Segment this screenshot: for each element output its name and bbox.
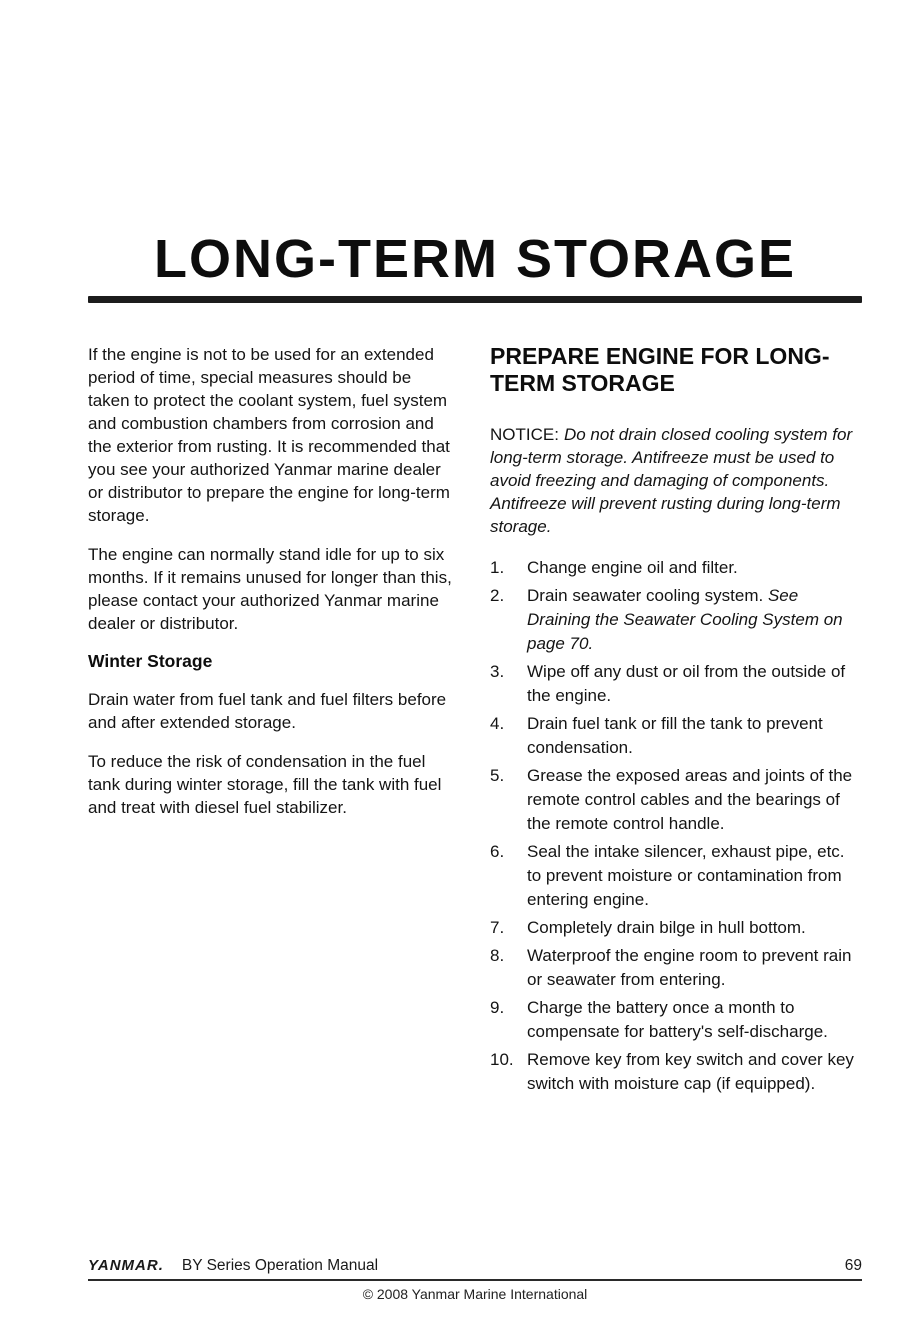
list-item [490, 1048, 862, 1096]
list-item [490, 764, 862, 836]
condensation-paragraph: To reduce the risk of condensation in the fuel tank during winter storage, fill the tank with fuel and treat with diesel fuel stabilizer. [88, 752, 442, 817]
list-item-text: Waterproof the engine room to prevent rain or seawater from entering. [527, 946, 852, 989]
list-item-number: 7. [490, 918, 505, 937]
list-item-number: 4. [490, 714, 505, 733]
copyright-line: © 2008 Yanmar Marine International [362, 1286, 588, 1302]
page-footer [88, 1257, 862, 1302]
list-item [490, 916, 862, 940]
list-item-number: 9. [490, 998, 505, 1017]
page-title: LONG-TERM STORAGE [153, 229, 796, 289]
manual-title: BY Series Operation Manual [181, 1257, 379, 1274]
notice-paragraph [490, 423, 862, 538]
notice-text: Do not drain closed cooling system for long-term storage. Antifreeze must be used to avoid freezing and damaging of components. Antifreeze will prevent rusting during long-term storage. [490, 425, 853, 536]
drain-paragraph: Drain water from fuel tank and fuel filters before and after extended storage. [88, 690, 447, 732]
list-item-text: Charge the battery once a month to compensate for battery's self-discharge. [527, 998, 828, 1041]
prepare-engine-heading: PREPARE ENGINE FOR LONG-TERM STORAGE [490, 343, 830, 396]
list-item [490, 584, 862, 656]
list-item-number: 3. [490, 662, 505, 681]
page-number: 69 [844, 1257, 862, 1274]
list-item-number: 8. [490, 946, 505, 965]
storage-steps-list [490, 556, 862, 1096]
list-item-text: Remove key from key switch and cover key switch with moisture cap (if equipped). [527, 1050, 854, 1093]
notice-label: NOTICE: [490, 425, 559, 444]
list-item [490, 840, 862, 912]
intro-paragraph: If the engine is not to be used for an extended period of time, special measures should be taken to protect the coolant system, fuel system and combustion chambers from corrosion and the exterior from rusting. It is recommended that you see your authorized Yanmar marine dealer or distributor to prepare the engine for long-term storage. [88, 345, 450, 525]
list-item-number: 6. [490, 842, 505, 861]
list-item [490, 712, 862, 760]
title-rule [88, 296, 862, 303]
list-item-text: Seal the intake silencer, exhaust pipe, etc. to prevent moisture or contamination from entering engine. [527, 842, 845, 909]
left-column [88, 343, 456, 1100]
list-item-text: Wipe off any dust or oil from the outside of the engine. [527, 662, 846, 705]
list-item [490, 556, 862, 580]
footer-row [88, 1257, 862, 1281]
list-item-number: 10. [490, 1050, 514, 1069]
list-item-text: Completely drain bilge in hull bottom. [527, 918, 806, 937]
list-item [490, 660, 862, 708]
page-content [88, 0, 862, 1100]
list-item-text: Drain seawater cooling system. See Draining the Seawater Cooling System on page 70. [527, 586, 843, 653]
list-item [490, 944, 862, 992]
list-item-text: Change engine oil and filter. [527, 558, 738, 577]
yanmar-logo: YANMAR. [88, 1257, 164, 1274]
list-item-text: Grease the exposed areas and joints of the remote control cables and the bearings of the remote control handle. [527, 766, 853, 833]
list-item-number: 1. [490, 558, 505, 577]
right-column [490, 343, 862, 1100]
list-item-text: Drain fuel tank or fill the tank to prevent condensation. [527, 714, 823, 757]
two-column-layout [88, 343, 862, 1100]
list-item-number: 5. [490, 766, 505, 785]
winter-storage-heading: Winter Storage [88, 651, 213, 671]
list-item [490, 996, 862, 1044]
list-item-number: 2. [490, 586, 505, 605]
idle-paragraph: The engine can normally stand idle for up to six months. If it remains unused for longer than this, please contact your authorized Yanmar marine dealer or distributor. [88, 545, 452, 633]
